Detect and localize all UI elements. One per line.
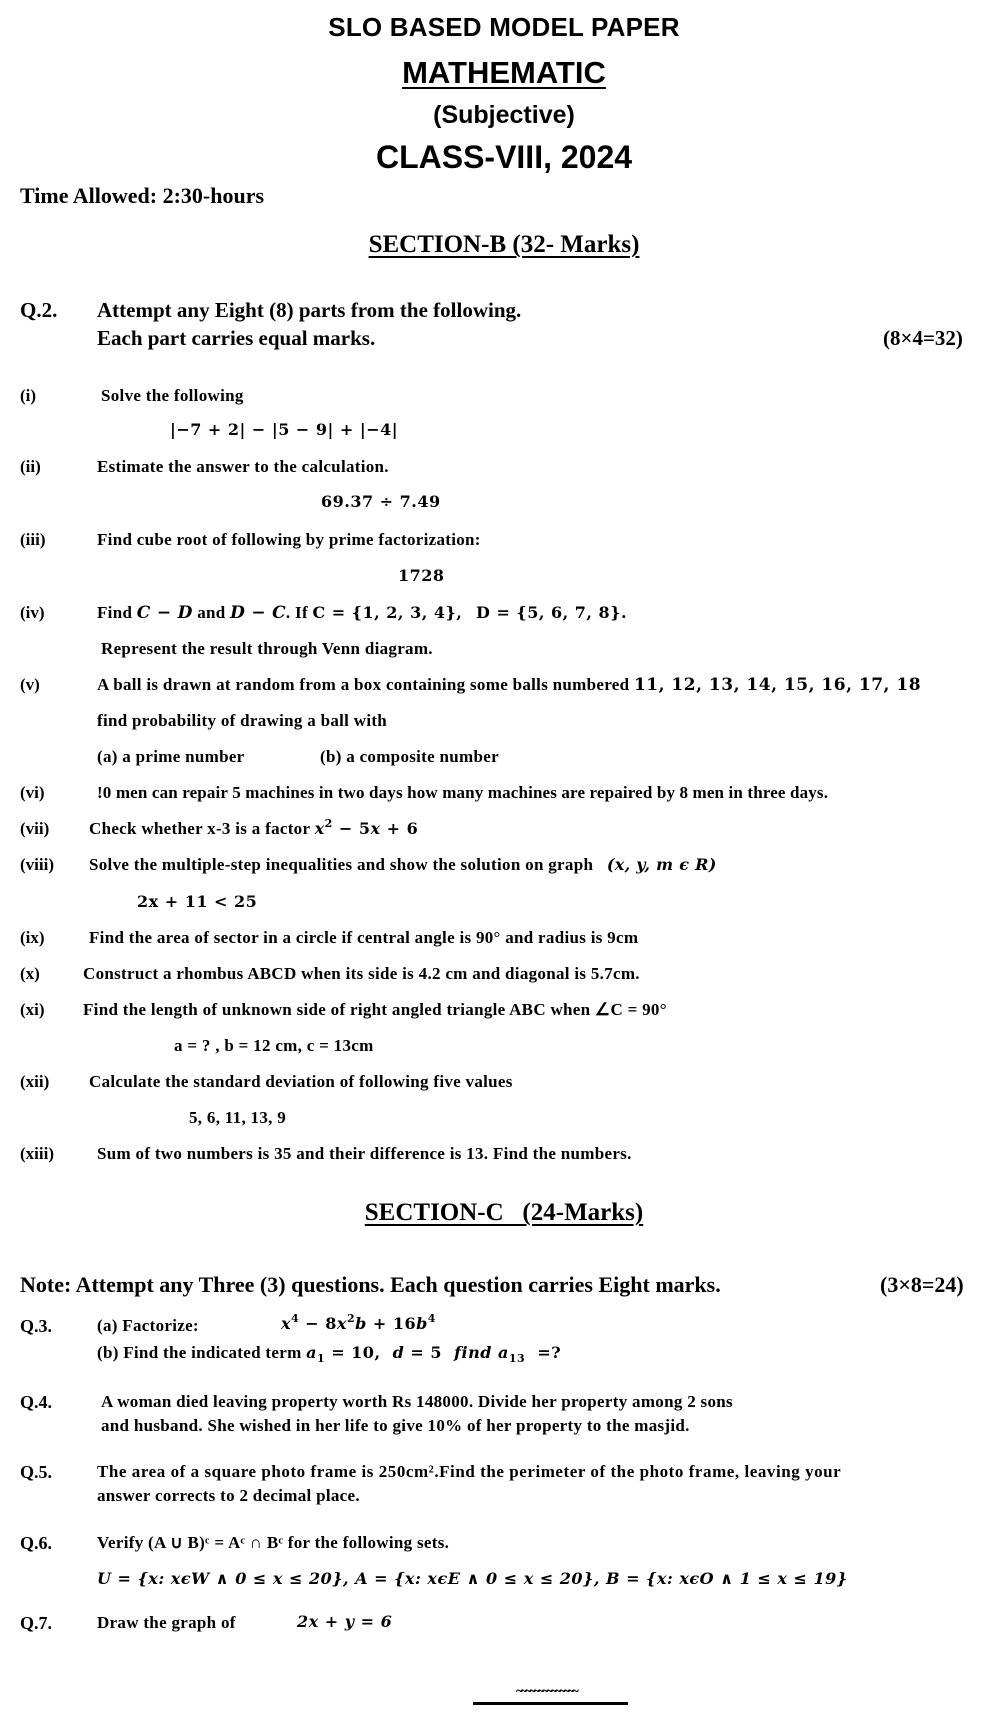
part-text: Find the area of sector in a circle if central angle is 90° and radius is 9cm — [89, 928, 639, 947]
part-label: (ix) — [20, 928, 45, 947]
part-label: (vi) — [20, 783, 45, 802]
section-b-title — [0, 231, 1008, 259]
inequality-text: 2x + 11 < 25 — [137, 892, 258, 911]
part-label: (vii) — [20, 819, 50, 838]
part-text: Estimate the answer to the calculation. — [97, 457, 389, 476]
part-text: Construct a rhombus ABCD when its side is 4.2 cm and diagonal is 5.7cm. — [83, 964, 640, 983]
part-text: Find cube root of following by prime factorization: — [97, 530, 481, 549]
class-year: CLASS-VIII, 2024 — [375, 139, 633, 175]
q4-number: Q.4. — [20, 1392, 53, 1412]
q7-number: Q.7. — [20, 1613, 53, 1633]
part-text: !0 men can repair 5 machines in two days how many machines are repaired by 8 men in three days. — [97, 783, 829, 802]
domain-text: (x, y, m ϵ R) — [606, 855, 717, 874]
part-line2: find probability of drawing a ball with — [97, 711, 388, 730]
inequality — [137, 892, 257, 911]
part-label: (xi) — [20, 1000, 45, 1019]
part-label: (iii) — [20, 530, 46, 549]
part-label: (xii) — [20, 1072, 50, 1091]
q5-line1: The area of a square photo frame is 250cm².Find the perimeter of the photo frame, leaving your — [97, 1462, 842, 1481]
footer-rule — [473, 1702, 628, 1705]
option-b: (b) a composite number — [320, 747, 499, 766]
q5-number: Q.5. — [20, 1462, 53, 1482]
section-c-title — [0, 1199, 1008, 1227]
q3-part-b — [97, 1343, 561, 1363]
set-c: C = {1, 2, 3, 4}, — [312, 603, 463, 622]
part-label: (i) — [20, 386, 37, 405]
q5-line2: answer corrects to 2 decimal place. — [97, 1486, 360, 1505]
q2-instruction-2: Each part carries equal marks. — [97, 326, 376, 350]
q2-marks: (8×4=32) — [883, 326, 963, 350]
q3-number: Q.3. — [20, 1316, 53, 1336]
q3-part-b-math: $a_1 = 10$, d = 5 find $a_{13}$ =? — [306, 1343, 562, 1365]
polynomial: $x^2 - 5x + 6$ — [314, 817, 419, 838]
q3-part-b-text: (b) Find the indicated term — [97, 1343, 302, 1362]
part-line2: Represent the result through Venn diagram. — [101, 639, 433, 658]
part-label: (iv) — [20, 603, 45, 622]
part-text — [97, 675, 921, 695]
part-math: 1728 — [398, 566, 445, 585]
paper-title: SLO BASED MODEL PAPER — [328, 12, 680, 42]
section-c-marks: (3×8=24) — [880, 1272, 964, 1297]
footer-ornament: ~~~~~~~~~~~~~~ — [516, 1684, 576, 1699]
part-math: 69.37 ÷ 7.49 — [321, 492, 441, 511]
ball-numbers: 11, 12, 13, 14, 15, 16, 17, 18 — [633, 675, 922, 695]
part-label: (ii) — [20, 457, 41, 476]
text-if: . If — [285, 603, 313, 622]
part-text: Calculate the standard deviation of following five values — [89, 1072, 513, 1091]
q6-number: Q.6. — [20, 1533, 53, 1553]
part-label: (viii) — [20, 855, 54, 874]
text-find: Find — [97, 603, 137, 622]
paper-type: (Subjective) — [433, 101, 575, 129]
section-c-text: SECTION-C (24-Marks) — [364, 1199, 644, 1226]
section-b-text: SECTION-B (32- Marks) — [368, 231, 640, 258]
part-text — [89, 855, 717, 875]
option-a: (a) a prime number — [97, 747, 245, 766]
section-c-note: Note: Attempt any Three (3) questions. Each question carries Eight marks. — [20, 1272, 721, 1297]
part-line2: 5, 6, 11, 13, 9 — [189, 1108, 287, 1127]
expr-c-minus-d: C − D — [136, 603, 193, 623]
text-and: and — [192, 603, 231, 622]
q4-line1: A woman died leaving property worth Rs 148000. Divide her property among 2 sons — [101, 1392, 733, 1411]
subject-text: MATHEMATIC — [402, 55, 606, 90]
part-text-main: Check whether x-3 is a factor — [89, 819, 311, 838]
part-text-main: A ball is drawn at random from a box containing some balls numbered — [97, 675, 630, 694]
q2-instruction-1: Attempt any Eight (8) parts from the following. — [97, 298, 522, 322]
part-text: Find the length of unknown side of right angled triangle ABC when ∠C = 90° — [83, 1000, 667, 1019]
q3-part-a-label: (a) Factorize: — [97, 1316, 199, 1335]
q4-line2: and husband. She wished in her life to give 10% of her property to the masjid. — [101, 1416, 690, 1435]
part-text: Sum of two numbers is 35 and their difference is 13. Find the numbers. — [97, 1144, 632, 1163]
part-label: (v) — [20, 675, 40, 694]
set-d: D = {5, 6, 7, 8}. — [476, 603, 628, 622]
q6-line1: Verify (A ∪ B)ᶜ = Aᶜ ∩ Bᶜ for the following sets. — [97, 1533, 450, 1552]
part-text — [97, 603, 627, 623]
part-math: |−7 + 2| − |5 − 9| + |−4| — [170, 420, 399, 439]
subject-title — [0, 55, 1008, 91]
q2-number: Q.2. — [20, 298, 58, 322]
time-allowed: Time Allowed: 2:30-hours — [20, 183, 265, 208]
expr-d-minus-c: D − C — [230, 603, 286, 623]
q7-text: Draw the graph of — [97, 1613, 236, 1632]
part-text — [89, 819, 418, 839]
part-text: Solve the following — [101, 386, 244, 405]
part-line2: a = ? , b = 12 cm, c = 13cm — [174, 1036, 374, 1055]
q3-part-a-math: $x^4 - 8x^2b + 16b^4$ — [281, 1312, 436, 1333]
part-label: (x) — [20, 964, 40, 983]
part-label: (xiii) — [20, 1144, 54, 1163]
part-text-main: Solve the multiple-step inequalities and show the solution on graph — [89, 855, 594, 874]
q6-line2: U = {x: xϵW ∧ 0 ≤ x ≤ 20}, A = {x: xϵE ∧ 0 ≤ x ≤ 20}, B = {x: xϵO ∧ 1 ≤ x ≤ 19} — [97, 1569, 848, 1588]
q7-math: 2x + y = 6 — [297, 1612, 393, 1631]
